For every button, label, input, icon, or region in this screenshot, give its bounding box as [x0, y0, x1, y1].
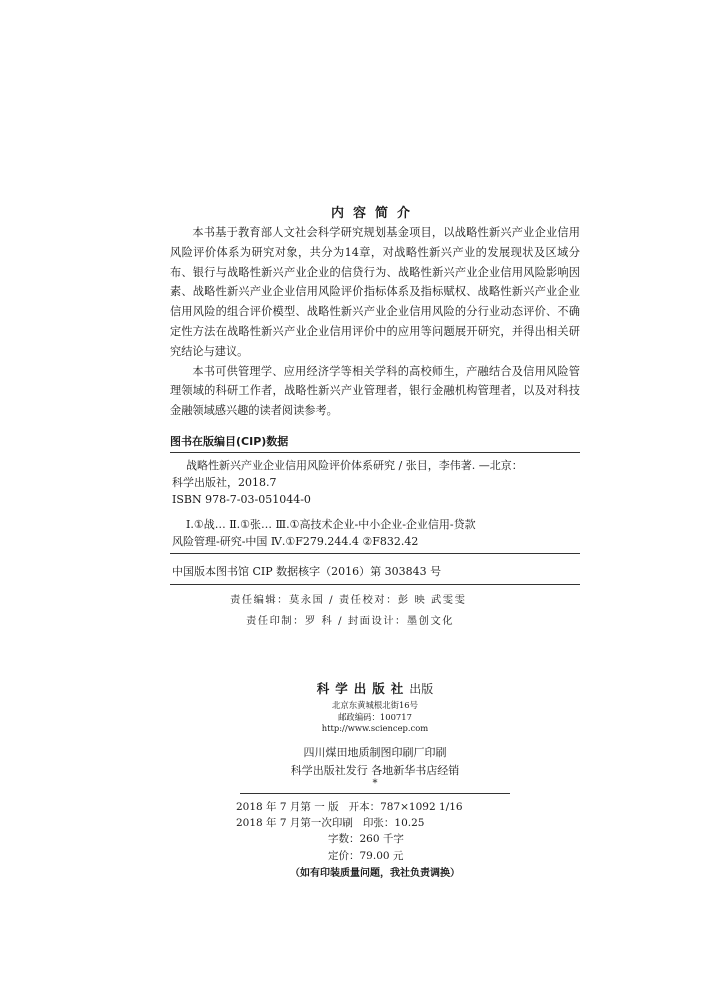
cip-class-line: Ⅰ.①战… Ⅱ.①张… Ⅲ.①高技术企业-中小企业-企业信用-贷款 — [186, 518, 476, 531]
cip-verify: 中国版本图书馆 CIP 数据核字（2016）第 303843 号 — [172, 565, 442, 578]
distribution: 科学出版社发行 各地新华书店经销 — [290, 764, 460, 777]
edition-info: 2018 年 7 月第 一 版 — [236, 801, 339, 813]
printing-info: 2018 年 7 月第一次印刷 — [236, 817, 353, 829]
divider — [170, 584, 580, 585]
printer: 四川煤田地质制图印刷厂印刷 — [303, 746, 447, 759]
editor-credits: 责任编辑：莫永国 / 责任校对：彭 映 武雯雯 — [230, 594, 467, 606]
star-separator: * — [372, 778, 378, 789]
cip-bibliographic — [172, 457, 576, 508]
cip-class-line: 风险管理-研究-中国 Ⅳ.①F279.244.4 ②F832.42 — [172, 535, 419, 548]
divider — [170, 452, 580, 453]
publisher-postcode: 邮政编码：100717 — [338, 711, 412, 722]
format-info: 开本：787×1092 1/16 — [348, 801, 463, 813]
printing-line — [236, 815, 424, 830]
intro-paragraph: 本书基于教育部人文社会科学研究规划基金项目，以战略性新兴产业企业信用风险评价体系为研究对象，共分为14章，对战略性新兴产业的发展现状及区域分布、银行与战略性新兴产业企业的信贷行为、战略性新兴产业企业信用风险影响因素、战略性新兴产业企业信用风险评价指标体系及指标赋权、战略性新兴产业企业信用风险的组合评价模型、战略性新兴产业企业信用风险的分行业动态评价、不确定性方法在战略性新兴产业企业信用评价中的应用等问题展开研究，并得出相关研究结论与建议。 — [170, 226, 580, 358]
cip-classification — [172, 516, 576, 550]
publisher-url: http://www.sciencep.com — [321, 723, 429, 733]
intro-body — [170, 223, 580, 421]
cip-isbn: ISBN 978-7-03-051044-0 — [172, 493, 311, 506]
publisher-address-block — [170, 700, 580, 735]
price: 定价：79.00 元 — [328, 850, 404, 862]
divider — [240, 793, 510, 794]
intro-paragraph: 本书可供管理学、应用经济学等相关学科的高校师生，产融结合及信用风险管理领域的科研工作者，战略性新兴产业管理者，银行金融机构管理者，以及对科技金融领域感兴趣的读者阅读参考。 — [170, 364, 580, 418]
word-count: 字数：260 千字 — [328, 833, 404, 845]
publisher-address: 北京东黄城根北街16号 — [331, 700, 419, 710]
edition-line — [236, 799, 463, 814]
cip-publisher-line: 科学出版社，2018.7 — [172, 476, 277, 489]
sheets-info: 印张：10.25 — [362, 817, 425, 829]
quality-notice: （如有印装质量问题，我社负责调换） — [290, 868, 460, 879]
publisher-line — [170, 679, 580, 697]
production-credits: 责任印制：罗 科 / 封面设计：墨创文化 — [246, 615, 455, 627]
cip-title-line: 战略性新兴产业企业信用风险评价体系研究 / 张目，李伟著. —北京： — [186, 459, 523, 472]
intro-title: 内容简介 — [330, 206, 419, 221]
cip-header: 图书在版编目(CIP)数据 — [170, 435, 289, 448]
publisher-logo: 科学出版社 — [316, 681, 410, 696]
divider — [170, 553, 580, 554]
publisher-suffix: 出版 — [409, 682, 434, 696]
